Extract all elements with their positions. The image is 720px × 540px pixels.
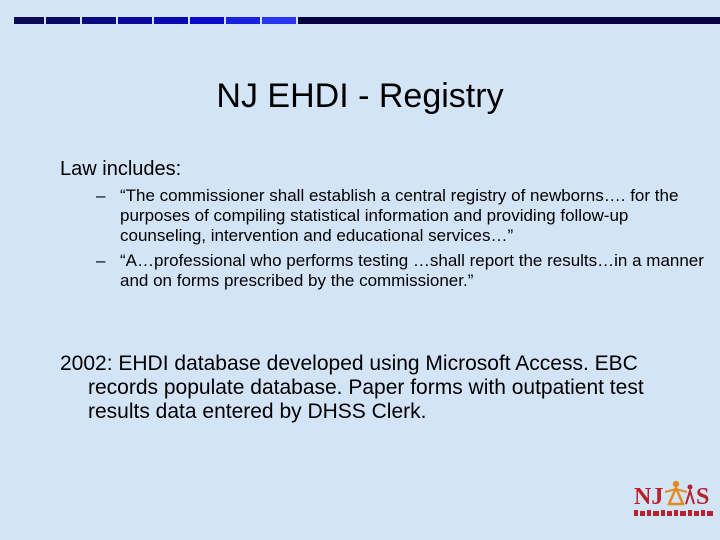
bullet-text: “A…professional who performs testing …shall report the results…in a manner and on forms prescribed by the commissioner.” [120,251,704,290]
logo-letters: NJ [634,484,664,510]
bullet-text: “The commissioner shall establish a central registry of newborns…. for the purposes of compiling statistical information and providing follow-up counseling, intervention and educational services…” [120,186,679,245]
bullet-item [96,186,710,246]
njaaps-logo [632,474,716,522]
bar-segment [226,17,260,24]
bar-segment [82,17,116,24]
logo-letter-end: S [696,484,710,510]
bullet-dash: – [96,186,106,205]
timeline-paragraph: 2002: EHDI database developed using Microsoft Access. EBC records populate database. Paper forms with outpatient test results data entered by DHSS Clerk. [60,352,644,423]
bullet-dash: – [96,251,106,270]
bar-segment [14,17,44,24]
bar-segment-long [298,17,720,24]
bullet-item [96,251,710,291]
bar-segment [190,17,224,24]
logo-figures [665,481,694,504]
slide-title: NJ EHDI - Registry [216,77,504,115]
bar-segment [154,17,188,24]
logo-subtitle-strip [634,510,713,516]
slide-content [60,157,704,291]
bar-segment [46,17,80,24]
bar-segment [262,17,296,24]
bar-segment [118,17,152,24]
law-heading: Law includes: [60,158,182,180]
top-decorative-bar [14,17,720,24]
